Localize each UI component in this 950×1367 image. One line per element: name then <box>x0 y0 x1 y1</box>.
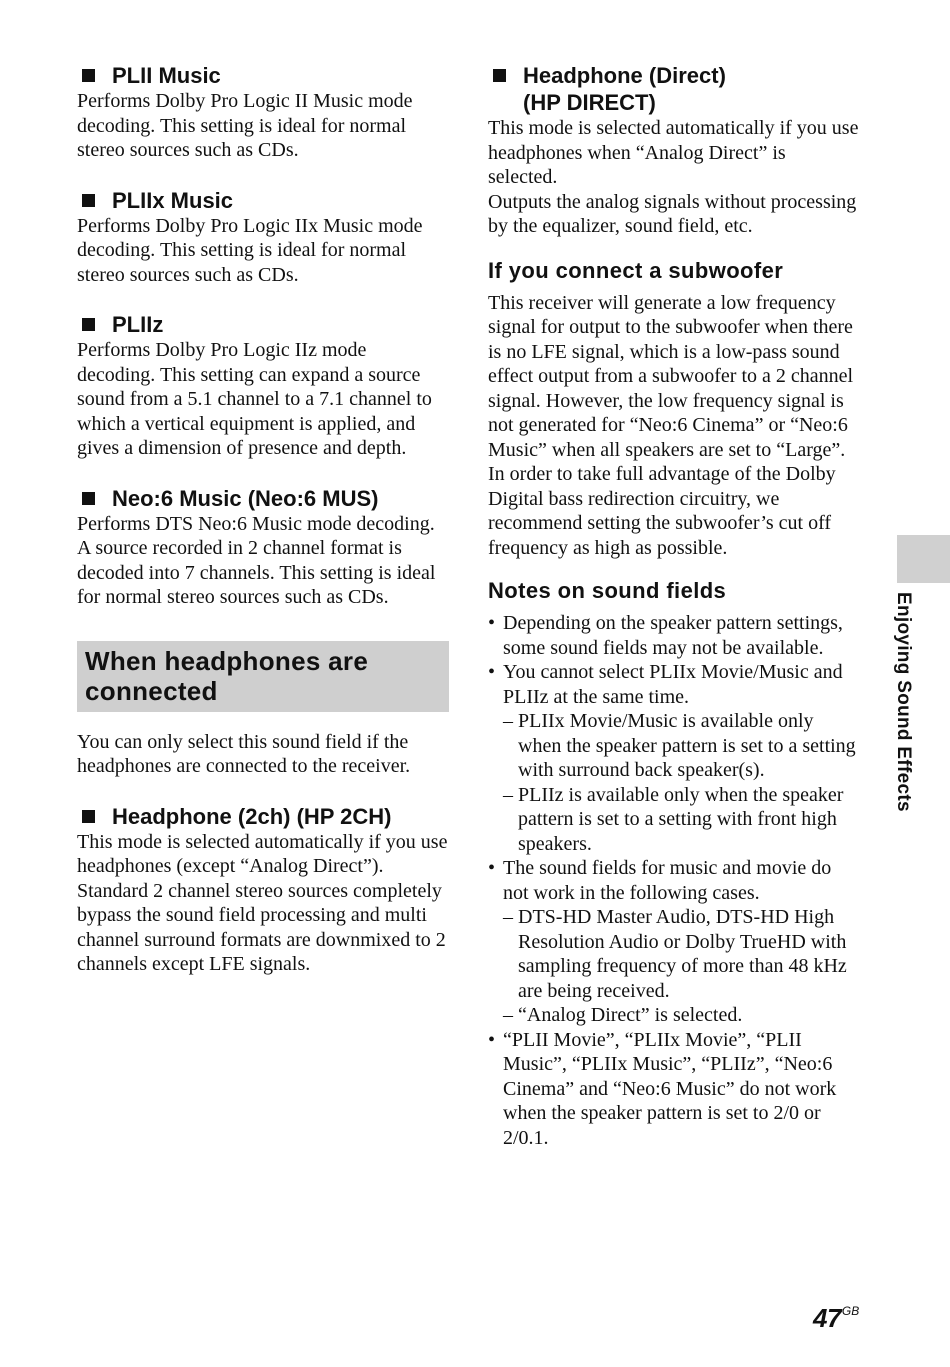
page-number <box>813 1303 859 1334</box>
hp-direct-body2: Outputs the analog signals without processing by the equalizer, sound field, etc. <box>488 190 857 237</box>
hp-direct-heading <box>488 62 860 116</box>
square-bullet-icon <box>82 318 95 331</box>
list-item <box>488 856 860 1028</box>
plii-music-heading <box>77 62 449 89</box>
pliix-music-title: PLIIx Music <box>112 187 234 213</box>
hp-direct-title-line2: (HP DIRECT) <box>523 90 656 115</box>
sub-list-item: – PLIIz is available only when the speaker pattern is set to a setting with front high speakers. <box>503 783 860 857</box>
side-tab-label: Enjoying Sound Effects <box>893 592 914 812</box>
right-column <box>488 62 860 1150</box>
square-bullet-icon <box>82 194 95 207</box>
pliiz-title: PLIIz <box>112 312 164 337</box>
neo6-music-body: Performs DTS Neo:6 Music mode decoding. A source recorded in 2 channel format is decoded into 7 channels. This setting is ideal for normal stereo sources such as CDs. <box>77 512 436 608</box>
hp-direct-title-line1: Headphone (Direct) <box>523 63 726 88</box>
pliiz-body: Performs Dolby Pro Logic IIz mode decoding. This setting can expand a source sound from a 5.1 channel to a 7.1 channel to which a vertical equipment is applied, and gives a dimension of presence and depth. <box>77 339 432 459</box>
note-text: The sound fields for music and movie do not work in the following cases. <box>503 857 832 904</box>
page-number-value: 47 <box>813 1303 841 1333</box>
hp-direct-body1: This mode is selected automatically if you use headphones when “Analog Direct” is selected. <box>488 117 859 188</box>
neo6-music-title: Neo:6 Music (Neo:6 MUS) <box>112 485 379 511</box>
square-bullet-icon <box>82 810 95 823</box>
notes-list <box>488 611 860 1150</box>
subwoofer-body2: In order to take full advantage of the Dolby Digital bass redirection circuitry, we recommend setting the subwoofer’s cut off frequency as high as possible. <box>488 463 836 559</box>
hp-2ch-body: This mode is selected automatically if you use headphones (except “Analog Direct”). Standard 2 channel stereo sources completely bypass the sound field processing and multi channel surround formats are downmixed to 2 channels except LFE signals. <box>77 830 448 975</box>
pliiz-heading <box>77 311 449 338</box>
square-bullet-icon <box>82 492 95 505</box>
note-text: You cannot select PLIIx Movie/Music and PLIIz at the same time. <box>503 661 843 708</box>
headphones-band-line2: connected <box>85 675 218 706</box>
list-item <box>488 611 860 660</box>
notes-heading: Notes on sound fields <box>488 578 727 603</box>
pliix-music-body: Performs Dolby Pro Logic IIx Music mode decoding. This setting is ideal for normal stereo sources such as CDs. <box>77 214 423 286</box>
pliix-music-heading <box>77 187 449 214</box>
hp-2ch-heading <box>77 803 449 830</box>
headphones-section-band <box>77 641 449 712</box>
list-item <box>488 660 860 856</box>
square-bullet-icon <box>493 69 506 82</box>
left-column <box>77 62 449 977</box>
sub-list-item: – “Analog Direct” is selected. <box>503 1003 860 1028</box>
sub-list <box>503 905 860 1028</box>
subwoofer-body1: This receiver will generate a low frequency signal for output to the subwoofer when there is no LFE signal, which is a low-pass sound effect output from a subwoofer to a 2 channel signal. However, the low frequency signal is not generated for “Neo:6 Cinema” or “Neo:6 Music” when all speakers are set to “Large”. <box>488 291 854 461</box>
headphones-intro: You can only select this sound field if the headphones are connected to the receiver. <box>77 730 411 777</box>
side-tab-marker <box>897 535 950 583</box>
plii-music-body: Performs Dolby Pro Logic II Music mode decoding. This setting is ideal for normal stereo sources such as CDs. <box>77 90 413 161</box>
note-text: Depending on the speaker pattern settings, some sound fields may not be available. <box>503 612 843 659</box>
neo6-music-heading <box>77 485 449 512</box>
sub-list-item: – PLIIx Movie/Music is available only when the speaker pattern is set to a setting with surround back speaker(s). <box>503 709 860 783</box>
list-item <box>488 1028 860 1151</box>
note-text: “PLII Movie”, “PLIIx Movie”, “PLII Music”, “PLIIx Music”, “PLIIz”, “Neo:6 Cinema” and “Neo:6 Music” do not work when the speaker pattern is set to 2/0 or 2/0.1. <box>503 1028 837 1149</box>
hp-2ch-title: Headphone (2ch) (HP 2CH) <box>112 803 392 829</box>
headphones-band-line1: When headphones are <box>85 645 369 676</box>
page-number-suffix: GB <box>841 1304 860 1318</box>
plii-music-title: PLII Music <box>112 63 221 88</box>
square-bullet-icon <box>82 69 95 82</box>
sub-list-item: – DTS-HD Master Audio, DTS-HD High Resolution Audio or Dolby TrueHD with sampling frequency of more than 48 kHz are being received. <box>503 905 860 1003</box>
sub-list <box>503 709 860 856</box>
subwoofer-heading: If you connect a subwoofer <box>488 257 784 283</box>
